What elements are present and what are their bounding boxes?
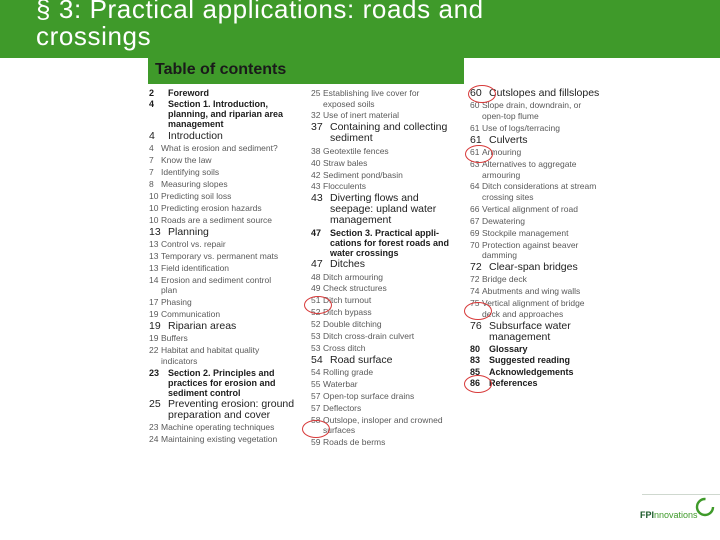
toc-entry-title: Culverts bbox=[489, 133, 528, 146]
toc-entry-title: Containing and collecting bbox=[330, 121, 448, 134]
toc-entry-title: Phasing bbox=[161, 297, 192, 307]
toc-entry-title: Introduction bbox=[168, 129, 223, 142]
toc-page-number: 4 bbox=[149, 129, 155, 142]
toc-entry-title: Establishing live cover for bbox=[323, 88, 420, 98]
toc-page-number: 22 bbox=[149, 345, 159, 356]
toc-entry-title: Preventing erosion: ground bbox=[168, 397, 295, 410]
toc-entry-title: Section 1. Introduction, bbox=[168, 99, 269, 110]
toc-entry-title: Roads de berms bbox=[323, 437, 386, 448]
toc-entry-title: Ditch bypass bbox=[323, 307, 372, 318]
logo-ring bbox=[697, 499, 713, 515]
highlight-circle-72 bbox=[464, 302, 492, 320]
toc-page-number: 75 bbox=[470, 298, 480, 309]
toc-page-number: 86 bbox=[470, 378, 481, 389]
toc-entry-title: Section 2. Principles and bbox=[168, 367, 275, 378]
toc-page-number: 40 bbox=[311, 157, 321, 168]
toc-entry-title: Dewatering bbox=[482, 215, 525, 226]
toc-entry-title: Vertical alignment of road bbox=[482, 203, 578, 214]
toc-entry-title: Ditch considerations at stream bbox=[482, 181, 597, 192]
toc-page-number: 7 bbox=[149, 155, 154, 166]
toc-entry-title: Measuring slopes bbox=[161, 178, 228, 189]
toc-entry-title: Habitat and habitat quality bbox=[161, 345, 260, 356]
slide-title-line-2: crossings bbox=[36, 21, 152, 51]
toc-entry-title: Cutslopes and fillslopes bbox=[489, 87, 600, 99]
toc-page-number: 52 bbox=[311, 307, 321, 318]
toc-page-number: 58 bbox=[311, 414, 321, 425]
toc-entry-title: surfaces bbox=[323, 425, 356, 436]
toc-page-number: 51 bbox=[311, 295, 321, 306]
toc-entry-title: Temporary vs. permanent mats bbox=[161, 250, 279, 261]
logo-leaf-icon bbox=[694, 496, 716, 518]
toc-page-number: 83 bbox=[470, 355, 481, 366]
toc-entry-title: exposed soils bbox=[323, 98, 375, 109]
toc-entry-title: management bbox=[489, 330, 551, 343]
toc-page-number: 19 bbox=[149, 308, 159, 319]
toc-page-number: 10 bbox=[149, 190, 159, 201]
toc-entry-title: Predicting soil loss bbox=[161, 190, 232, 201]
toc-entry-title: Geotextile fences bbox=[323, 145, 389, 156]
toc-entry-title: Use of inert material bbox=[323, 110, 400, 121]
toc-entry-title: Field identification bbox=[161, 262, 230, 273]
toc-page-number: 10 bbox=[149, 214, 159, 225]
toc-entry-title: practices for erosion and bbox=[168, 377, 276, 388]
toc-page-number: 10 bbox=[149, 202, 159, 213]
toc-entry-title: Stockpile management bbox=[482, 227, 569, 238]
toc-page-number: 72 bbox=[470, 274, 480, 285]
toc-entry-title: Know the law bbox=[161, 155, 212, 166]
toc-header-label: Table of contents bbox=[155, 61, 287, 78]
toc-entry-title: Ditch turnout bbox=[323, 295, 372, 306]
toc-entry-title: Acknowledgements bbox=[489, 366, 574, 377]
toc-page-number: 37 bbox=[311, 121, 323, 134]
highlight-circle-76 bbox=[464, 375, 492, 393]
toc-entry-title: Deflectors bbox=[323, 402, 362, 413]
toc-page-number: 61 bbox=[470, 147, 480, 158]
toc-entry-title: Erosion and sediment control bbox=[161, 274, 272, 285]
toc-entry-title: Identifying soils bbox=[161, 167, 220, 177]
toc-page-number: 13 bbox=[149, 225, 161, 238]
toc-page-number: 43 bbox=[311, 181, 321, 192]
toc-entry-title: Suggested reading bbox=[489, 355, 571, 366]
toc-page-number: 54 bbox=[311, 367, 321, 378]
toc-entry-title: Roads are a sediment source bbox=[161, 214, 273, 225]
toc-entry-title: Sediment pond/basin bbox=[323, 169, 403, 180]
fpinnovations-logo bbox=[640, 510, 698, 520]
toc-entry-title: Ditch cross-drain culvert bbox=[323, 331, 415, 341]
toc-entry-title: indicators bbox=[161, 355, 198, 366]
toc-entry-title: Ditches bbox=[330, 258, 366, 271]
toc-page-number: 57 bbox=[311, 402, 321, 413]
toc-page-number: 72 bbox=[470, 260, 482, 273]
toc-entry-title: Riparian areas bbox=[168, 319, 237, 332]
toc-entry-title: plan bbox=[161, 285, 178, 296]
toc-page-number: 14 bbox=[149, 274, 159, 285]
toc-entry-title: Machine operating techniques bbox=[161, 422, 275, 433]
toc-page-number: 13 bbox=[149, 250, 159, 261]
toc-page-number: 80 bbox=[470, 343, 481, 354]
highlight-circle-61 bbox=[465, 145, 493, 163]
toc-page-number: 23 bbox=[149, 422, 159, 433]
toc-page-number: 47 bbox=[311, 258, 323, 271]
toc-page-number: 60 bbox=[470, 100, 480, 111]
toc-page-number: 25 bbox=[311, 88, 321, 98]
toc-page-number: 4 bbox=[149, 99, 155, 110]
toc-entry-title: seepage: upland water bbox=[330, 203, 437, 216]
toc-entry-title: Straw bales bbox=[323, 157, 368, 168]
toc-entry-title: Diverting flows and bbox=[330, 192, 419, 205]
toc-page-number: 13 bbox=[149, 262, 159, 273]
toc-entry-title: Control vs. repair bbox=[161, 238, 226, 249]
toc-entry-title: planning, and riparian area bbox=[168, 109, 284, 120]
toc-page-number: 42 bbox=[311, 169, 321, 180]
toc-page-number: 74 bbox=[470, 286, 480, 297]
toc-entry-title: Slope drain, downdrain, or bbox=[482, 100, 582, 111]
toc-entry-title: Armouring bbox=[482, 147, 522, 158]
toc-page-number: 19 bbox=[149, 319, 161, 332]
toc-page-number: 24 bbox=[149, 434, 159, 445]
logo-text-part-1: FPI bbox=[640, 510, 655, 520]
toc-page-number: 7 bbox=[149, 167, 154, 177]
toc-page-number: 23 bbox=[149, 367, 160, 378]
toc-entry-title: Check structures bbox=[323, 283, 387, 294]
toc-page-number: 17 bbox=[149, 297, 159, 307]
toc-page-number: 57 bbox=[311, 391, 321, 401]
toc-entry-title: cations for forest roads and bbox=[330, 237, 450, 248]
toc-entry-title: References bbox=[489, 378, 538, 389]
toc-page-number: 48 bbox=[311, 271, 321, 282]
toc-page-number: 63 bbox=[470, 159, 480, 169]
toc-page-number: 43 bbox=[311, 192, 323, 205]
toc-entry-title: Use of logs/terracing bbox=[482, 122, 560, 133]
toc-entry-title: Road surface bbox=[330, 353, 393, 366]
toc-entry-title: Cross ditch bbox=[323, 342, 366, 353]
toc-page-number: 61 bbox=[470, 122, 480, 133]
toc-entry-title: Glossary bbox=[489, 343, 528, 354]
highlight-circle-54 bbox=[302, 420, 330, 438]
toc-entry-title: Alternatives to aggregate bbox=[482, 159, 577, 169]
toc-page-number: 70 bbox=[470, 239, 480, 250]
toc-entry-title: sediment bbox=[330, 132, 373, 145]
toc-entry-title: open-top flume bbox=[482, 110, 539, 121]
toc-page-number: 2 bbox=[149, 88, 155, 98]
toc-page-number: 54 bbox=[311, 353, 323, 366]
toc-entry-title: Abutments and wing walls bbox=[482, 286, 581, 297]
toc-entry-title: Rolling grade bbox=[323, 367, 374, 378]
toc-page-number: 85 bbox=[470, 366, 481, 377]
toc-entry-title: Clear-span bridges bbox=[489, 260, 578, 273]
toc-entry-title: Double ditching bbox=[323, 319, 382, 330]
toc-entry-title: Outslope, insloper and crowned bbox=[323, 414, 443, 425]
toc-entry-title: Section 3. Practical appli- bbox=[330, 227, 440, 238]
toc-page-number: 8 bbox=[149, 178, 154, 189]
toc-entry-title: Flocculents bbox=[323, 181, 366, 192]
toc-page-number: 19 bbox=[149, 333, 159, 344]
slide-title-line-1: § 3: Practical applications: roads and bbox=[36, 0, 484, 24]
footer-divider bbox=[642, 494, 720, 495]
toc-entry-title: Buffers bbox=[161, 333, 188, 344]
toc-page-number: 60 bbox=[470, 87, 482, 99]
toc-page-number: 55 bbox=[311, 379, 321, 390]
toc-page-number: 13 bbox=[149, 238, 159, 249]
toc-entry-title: What is erosion and sediment? bbox=[161, 143, 278, 154]
toc-entry-title: management bbox=[168, 119, 224, 130]
toc-entry-title: management bbox=[330, 214, 392, 227]
toc-page-number: 4 bbox=[149, 143, 154, 154]
toc-entry-title: Ditch armouring bbox=[323, 271, 383, 282]
toc-entry-title: Maintaining existing vegetation bbox=[161, 434, 278, 445]
toc-page-number: 64 bbox=[470, 181, 480, 192]
toc-entry-title: Planning bbox=[168, 225, 209, 238]
toc-page-number: 61 bbox=[470, 133, 482, 146]
toc-page-number: 69 bbox=[470, 227, 480, 238]
toc-entry-title: Subsurface water bbox=[489, 319, 571, 332]
toc-page-number: 25 bbox=[149, 397, 161, 410]
toc-page-number: 67 bbox=[470, 215, 480, 226]
toc-entry-title: Waterbar bbox=[323, 379, 358, 390]
toc-header bbox=[148, 58, 464, 84]
toc-entry-title: crossing sites bbox=[482, 191, 534, 202]
toc-page-number: 32 bbox=[311, 110, 321, 121]
toc-page-number: 53 bbox=[311, 342, 321, 353]
toc-entry-title: deck and approaches bbox=[482, 308, 564, 319]
toc-entry-title: Communication bbox=[161, 308, 221, 319]
toc-page-number: 59 bbox=[311, 437, 321, 448]
toc-page-number: 47 bbox=[311, 227, 322, 238]
toc-page-number: 49 bbox=[311, 283, 321, 294]
toc-entry-title: Bridge deck bbox=[482, 274, 527, 285]
toc-entry-title: Foreword bbox=[168, 88, 210, 98]
toc-page-number: 76 bbox=[470, 319, 482, 332]
toc-page-number: 52 bbox=[311, 319, 321, 330]
toc-page-number: 38 bbox=[311, 145, 321, 156]
logo-text-part-2: nnovations bbox=[654, 510, 698, 520]
toc-entry-title: preparation and cover bbox=[168, 408, 271, 421]
highlight-circle-60 bbox=[468, 85, 496, 103]
toc-entry-title: water crossings bbox=[330, 247, 399, 258]
slide-title bbox=[36, 0, 484, 50]
toc-entry-title: armouring bbox=[482, 169, 521, 180]
toc-entry-title: damming bbox=[482, 250, 517, 260]
toc-entry-title: sediment control bbox=[168, 387, 241, 398]
toc-entry-title: Vertical alignment of bridge bbox=[482, 298, 585, 309]
toc-entry-title: Predicting erosion hazards bbox=[161, 202, 262, 213]
toc-entry-title: Open-top surface drains bbox=[323, 391, 415, 401]
toc-entry-title: Protection against beaver bbox=[482, 239, 579, 250]
highlight-circle-47 bbox=[304, 296, 332, 314]
toc-page-number: 66 bbox=[470, 203, 480, 214]
toc-page-number: 53 bbox=[311, 331, 321, 341]
